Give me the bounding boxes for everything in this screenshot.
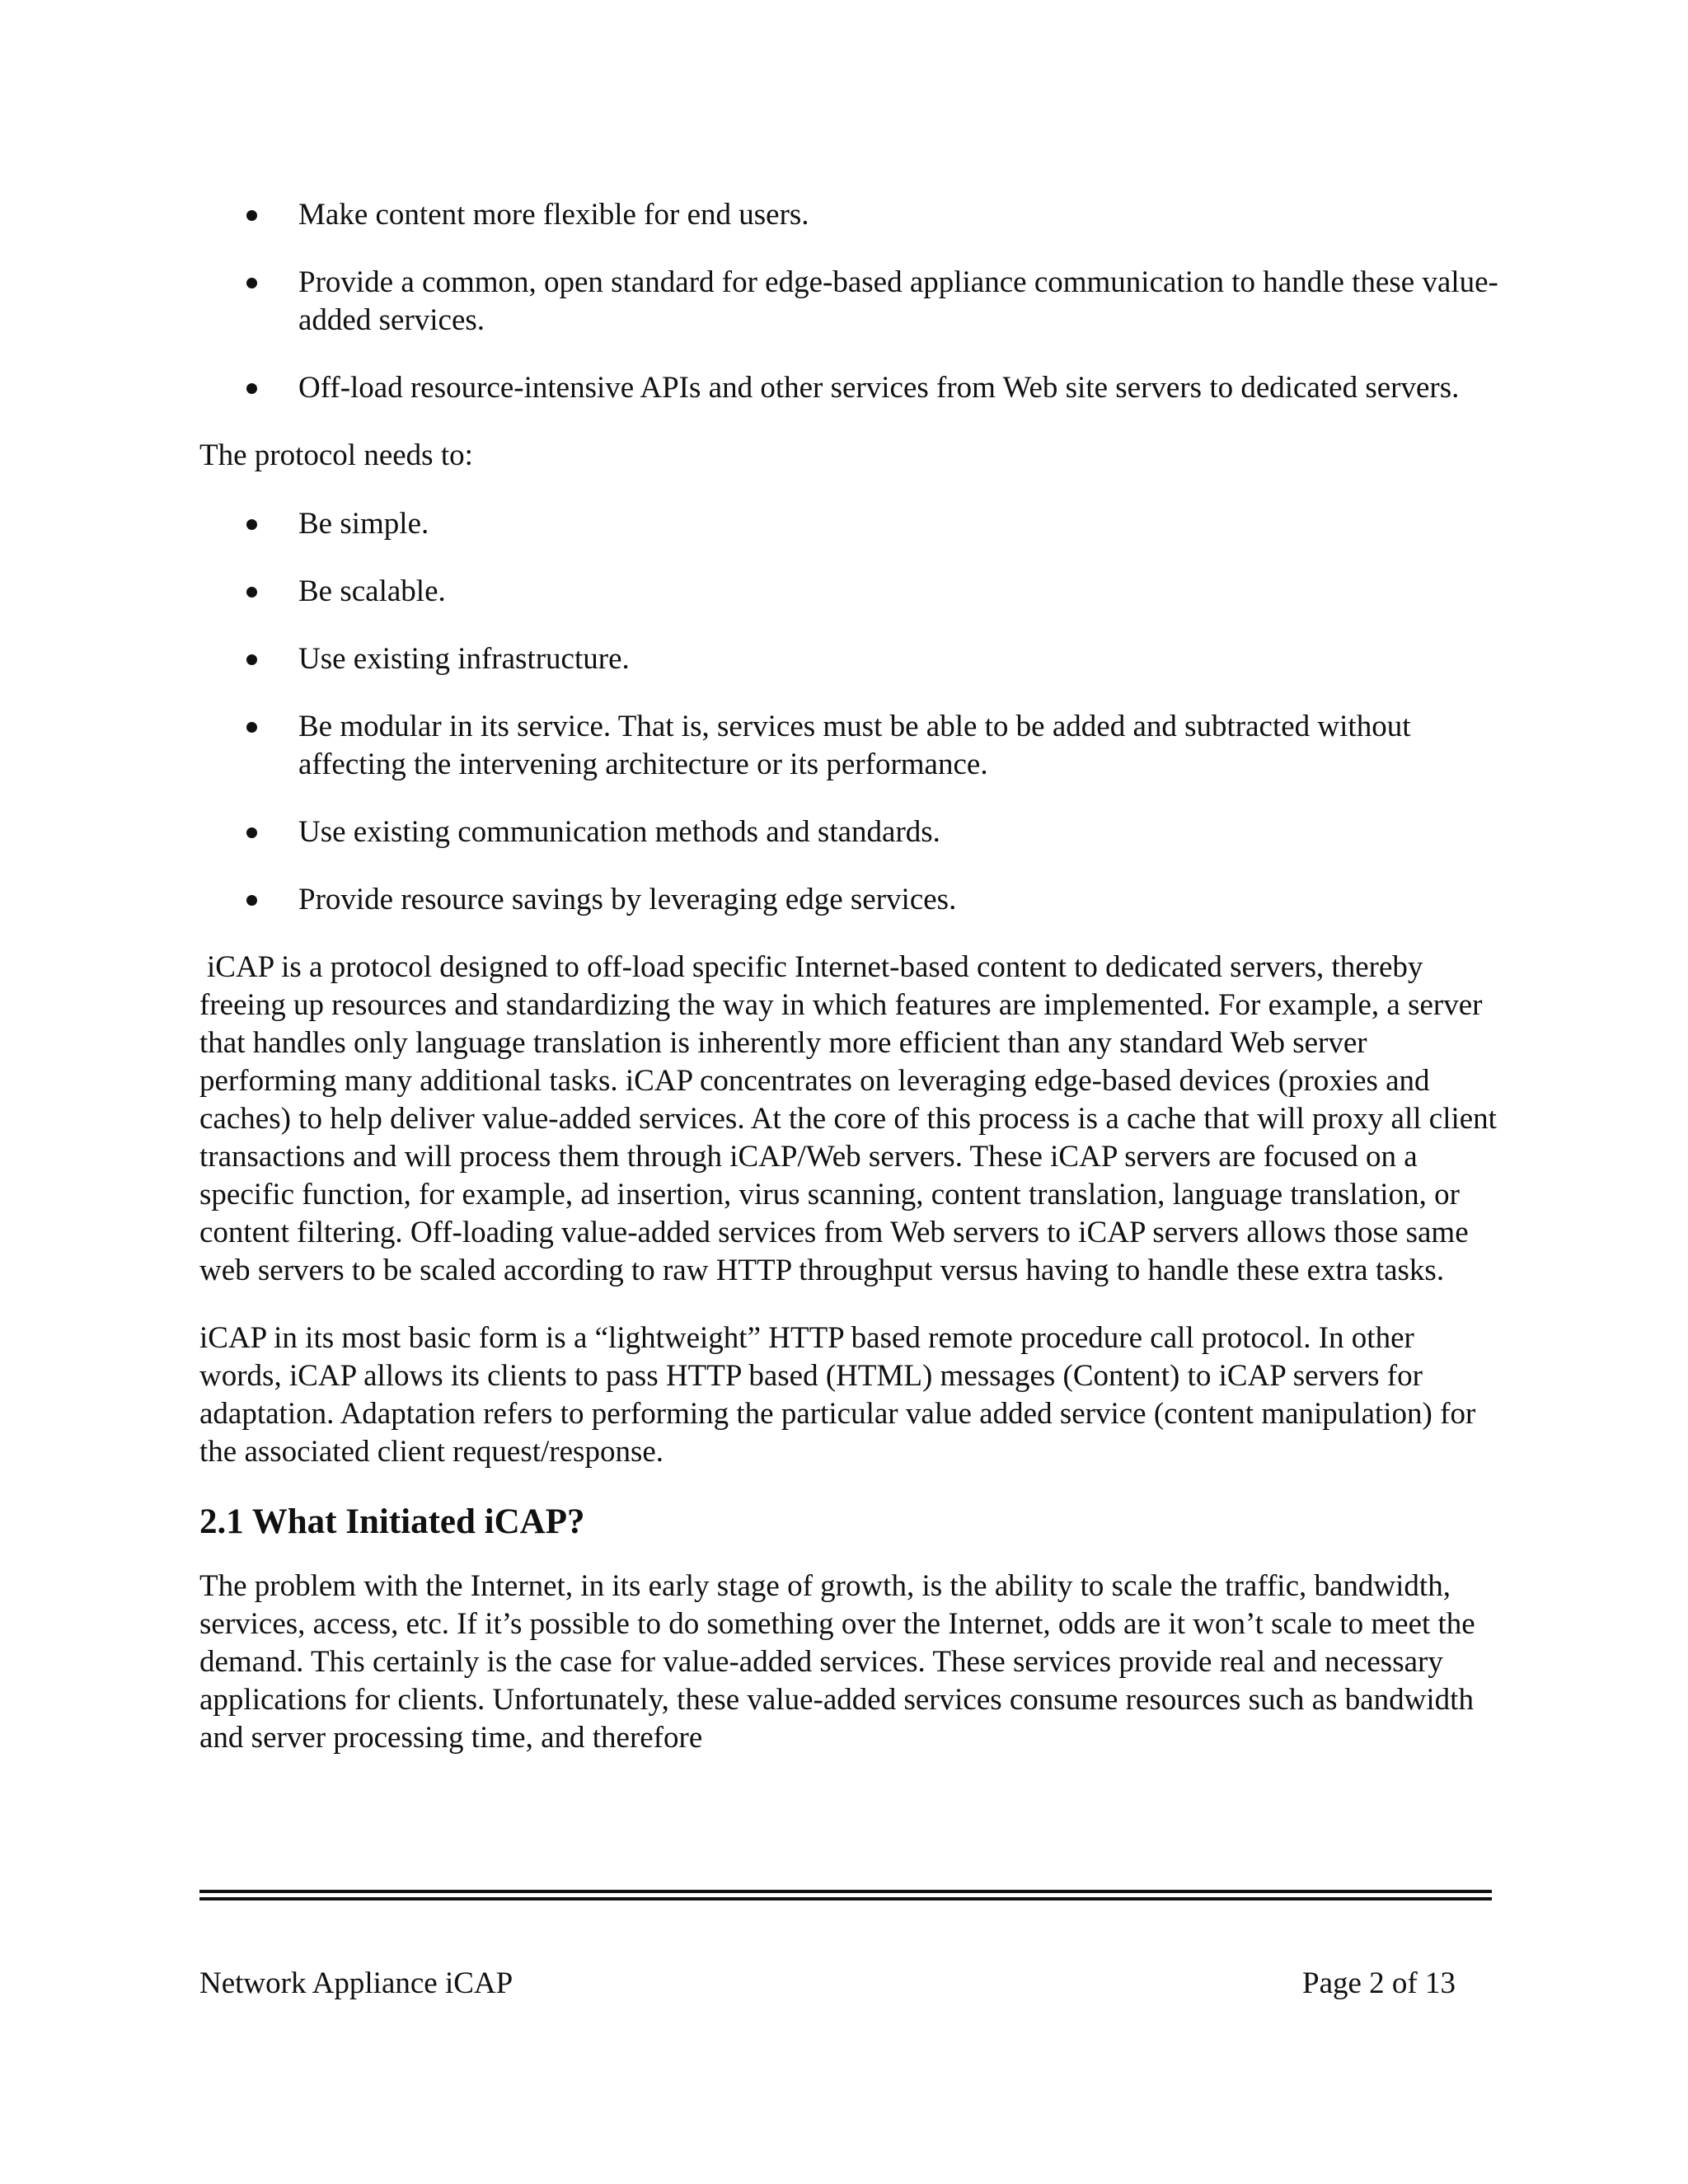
protocol-needs-bullet-list (199, 505, 1502, 919)
list-item-text: Be simple. (298, 507, 429, 541)
footer-divider (199, 1890, 1492, 1893)
list-item-text: Be scalable. (298, 574, 446, 608)
list-item (199, 264, 1502, 340)
list-item-text: Off-load resource-intensive APIs and other services from Web site servers to dedicated servers. (298, 371, 1460, 405)
page-content (199, 196, 1502, 1787)
bullet-icon (246, 654, 257, 665)
goals-bullet-list (199, 196, 1502, 407)
list-item (199, 708, 1502, 784)
body-paragraph: iCAP in its most basic form is a “lightweight” HTTP based remote procedure call protocol. In other words, iCAP allows its clients to pass HTTP based (HTML) messages (Content) to iCAP servers for adaptation. Adaptation refers to performing the particular value added service (content manipulation) for the associated client request/response. (199, 1321, 1476, 1469)
list-item (199, 881, 1502, 919)
list-item-text: Use existing communication methods and standards. (298, 815, 940, 849)
body-paragraph: iCAP is a protocol designed to off-load specific Internet-based content to dedicated servers, thereby freeing up resources and standardizing the way in which features are implemented. For example, a server that handles only language translation is inherently more efficient than any standard Web server performing many additional tasks. iCAP concentrates on leveraging edge-based devices (proxies and caches) to help deliver value-added services. At the core of this process is a cache that will proxy all client transactions and will process them through iCAP/Web servers. These iCAP servers are focused on a specific function, for example, ad insertion, virus scanning, content translation, language translation, or content filtering. Off-loading value-added services from Web servers to iCAP servers allows those same web servers to be scaled according to raw HTTP throughput versus having to handle these extra tasks. (199, 950, 1497, 1287)
section-heading: 2.1 What Initiated iCAP? (199, 1502, 585, 1541)
bullet-icon (246, 278, 257, 288)
bullet-icon (246, 210, 257, 221)
list-item (199, 813, 1502, 851)
footer-page-number: Page 2 of 13 (1302, 1966, 1456, 2000)
list-item-text: Provide resource savings by leveraging edge services. (298, 883, 957, 916)
list-item (199, 640, 1502, 678)
list-item (199, 505, 1502, 543)
list-item (199, 369, 1502, 407)
protocol-needs-intro: The protocol needs to: (199, 438, 473, 472)
list-item-text: Provide a common, open standard for edge-based appliance communication to handle these value-added services. (298, 265, 1498, 337)
list-item-text: Be modular in its service. That is, services must be able to be added and subtracted without affecting the intervening architecture or its performance. (298, 710, 1411, 781)
list-item (199, 196, 1502, 234)
bullet-icon (246, 587, 257, 598)
section-body-paragraph: The problem with the Internet, in its early stage of growth, is the ability to scale the traffic, bandwidth, services, access, etc. If it’s possible to do something over the Internet, odds are it won’t scale to meet the demand. This certainly is the case for value-added services. These services provide real and necessary applications for clients. Unfortunately, these value-added services consume resources such as bandwidth and server processing time, and therefore (199, 1569, 1475, 1755)
footer-divider (199, 1897, 1492, 1900)
bullet-icon (246, 827, 257, 838)
bullet-icon (246, 722, 257, 733)
list-item (199, 573, 1502, 611)
bullet-icon (246, 383, 257, 394)
footer-document-title: Network Appliance iCAP (199, 1966, 513, 2000)
list-item-text: Use existing infrastructure. (298, 642, 630, 676)
list-item-text: Make content more flexible for end users. (298, 198, 809, 232)
bullet-icon (246, 519, 257, 530)
bullet-icon (246, 895, 257, 906)
